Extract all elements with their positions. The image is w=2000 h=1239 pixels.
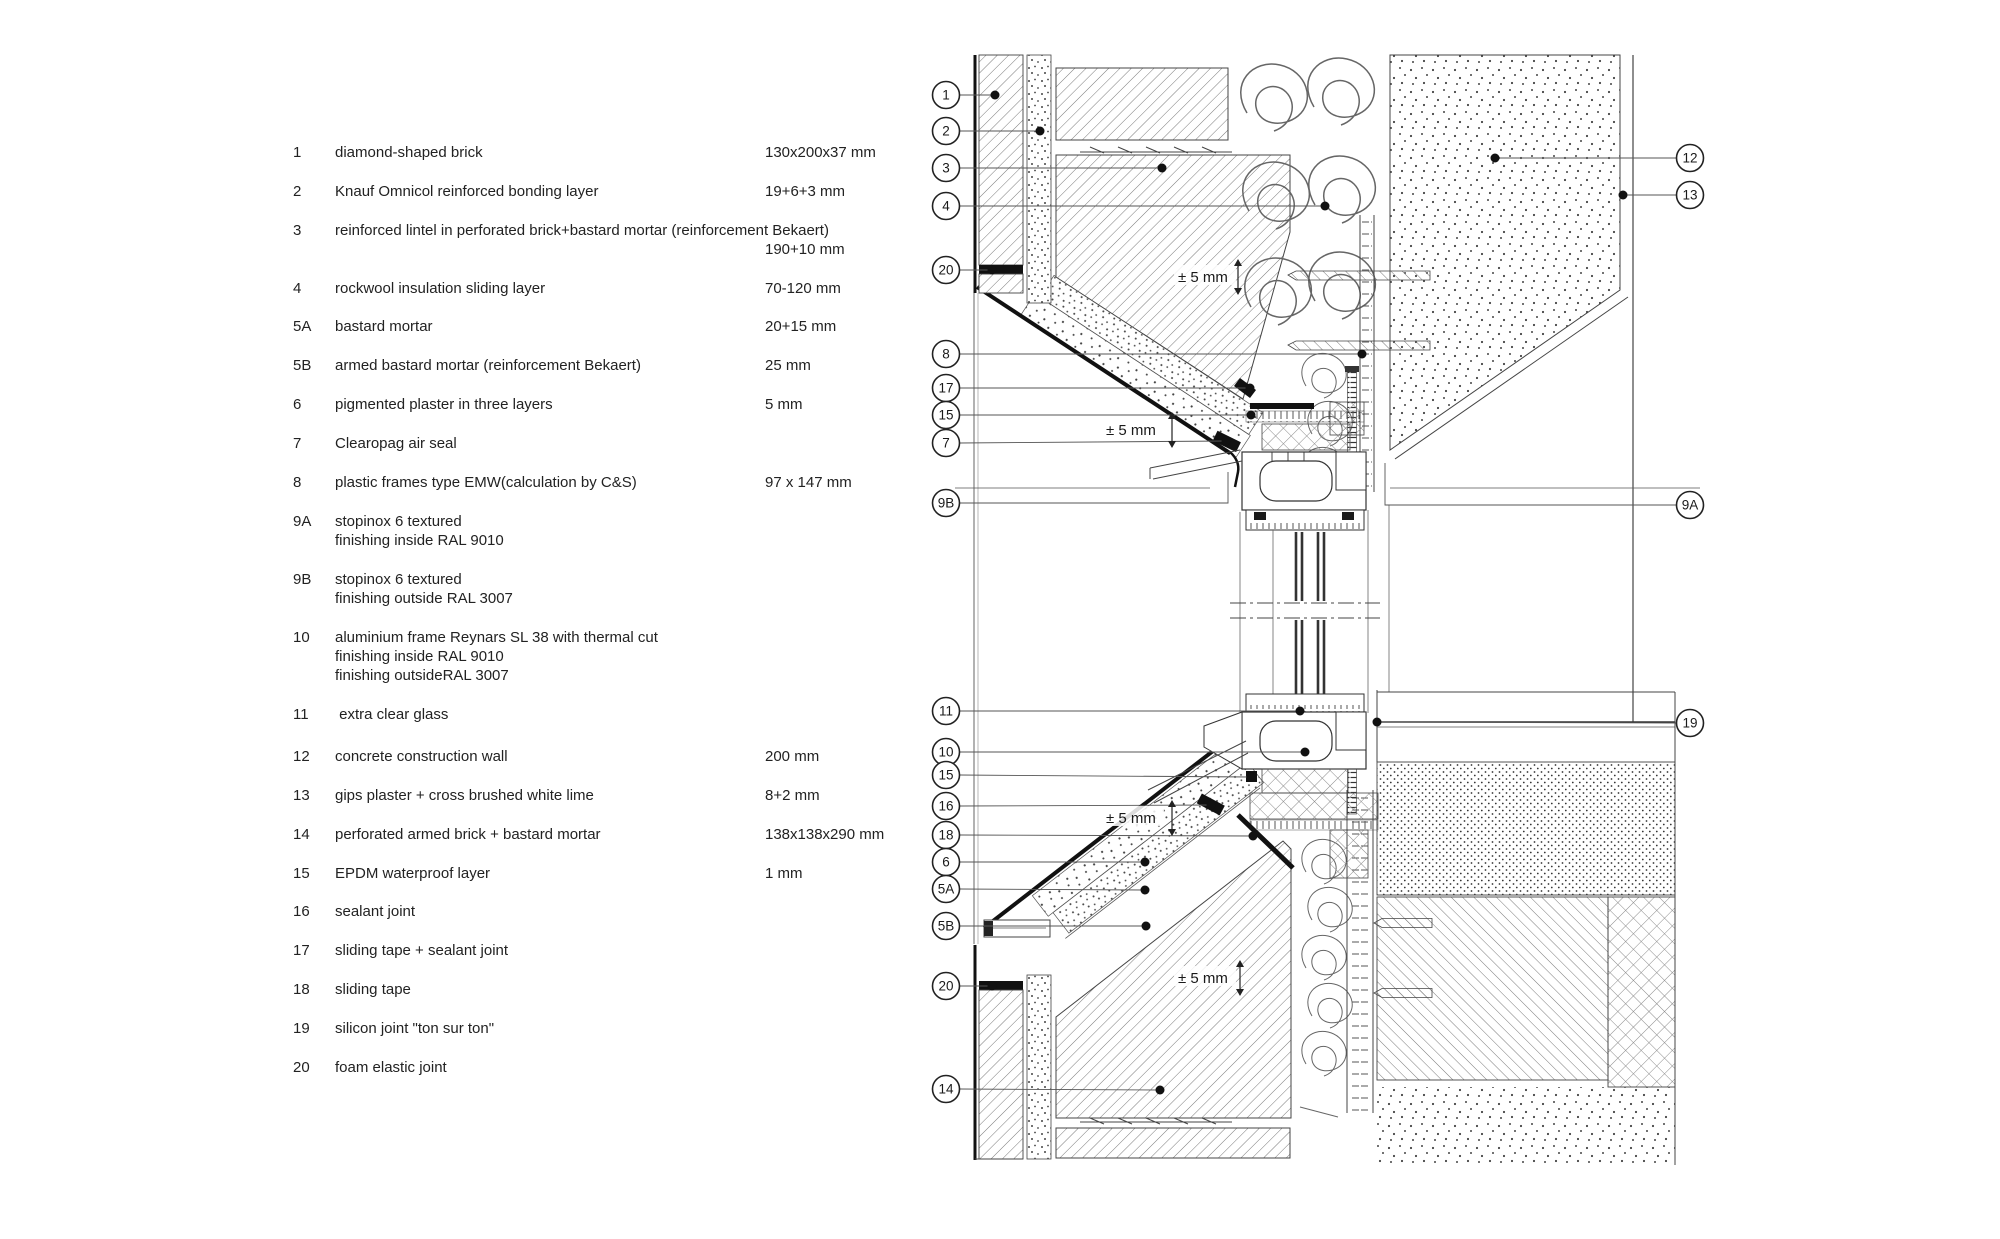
legend-item-text: silicon joint "ton sur ton" <box>335 1020 495 1037</box>
callout-number: 8 <box>942 346 950 362</box>
glazing-unit <box>1230 510 1380 713</box>
leader-dot <box>1249 832 1258 841</box>
concrete-wall <box>1390 55 1633 723</box>
legend-item-number: 8 <box>293 474 302 491</box>
leader-dot <box>1141 886 1150 895</box>
legend-item-text: foam elastic joint <box>335 1059 447 1076</box>
legend-item-dimension: 138x138x290 mm <box>765 826 885 843</box>
legend-item-text: finishing inside RAL 9010 <box>335 532 504 549</box>
legend-item-dimension: 130x200x37 mm <box>765 144 876 161</box>
leader-dot <box>991 91 1000 100</box>
callout-number: 3 <box>942 160 950 176</box>
leader-dot <box>1158 164 1167 173</box>
legend-item-text: finishing inside RAL 9010 <box>335 648 504 665</box>
legend-item-text: armed bastard mortar (reinforcement Bekaert) <box>335 357 641 374</box>
legend-item-dimension: 70-120 mm <box>765 280 841 297</box>
legend-item-text: sliding tape + sealant joint <box>335 942 509 959</box>
legend-item-text: concrete construction wall <box>335 748 508 765</box>
legend-item-number: 3 <box>293 222 302 239</box>
callout-number: 14 <box>938 1081 954 1097</box>
callout-number: 1 <box>942 87 950 103</box>
callout-number: 2 <box>942 123 950 139</box>
callout-number: 4 <box>942 198 950 214</box>
callout-13 <box>1619 182 1704 209</box>
callout-9B <box>933 472 1229 517</box>
legend-item-text: plastic frames type EMW(calculation by C&S) <box>335 474 637 491</box>
leader-dot <box>988 266 997 275</box>
legend-item-text: bastard mortar <box>335 318 433 335</box>
legend-item-number: 5A <box>293 318 312 335</box>
legend-item-number: 9A <box>293 513 312 530</box>
leader-dot <box>1247 411 1256 420</box>
rockwool-insulation-bottom <box>1300 839 1352 1117</box>
legend-item-text: aluminium frame Reynars SL 38 with thermal cut <box>335 629 658 646</box>
legend-item-text: finishing outsideRAL 3007 <box>335 667 509 684</box>
legend-item-dimension: 200 mm <box>765 748 820 765</box>
legend-item-number: 9B <box>293 571 312 588</box>
callout-number: 20 <box>938 262 954 278</box>
leader-dot <box>1358 350 1367 359</box>
callout-number: 5A <box>937 881 955 897</box>
callout-number: 5B <box>937 918 955 934</box>
leader-dot <box>1036 127 1045 136</box>
legend-item-text: reinforced lintel in perforated brick+bastard mortar (reinforcement Bekaert) <box>335 222 829 239</box>
callout-number: 13 <box>1682 187 1698 203</box>
legend-item-number: 1 <box>293 144 302 161</box>
legend-item-dimension: 20+15 mm <box>765 318 837 335</box>
legend-item-text: rockwool insulation sliding layer <box>335 280 546 297</box>
leader-dot <box>1141 858 1150 867</box>
callout-19 <box>1373 710 1704 737</box>
leader-dot <box>1321 202 1330 211</box>
legend-item-number: 2 <box>293 183 302 200</box>
legend-item-number: 13 <box>293 787 310 804</box>
legend-item-text: stopinox 6 textured <box>335 571 462 588</box>
tolerance-text: ± 5 mm <box>1178 269 1228 286</box>
facade-brick-bottom <box>975 920 1051 1160</box>
callout-7 <box>933 430 1231 457</box>
callout-number: 9A <box>1681 497 1699 513</box>
callout-number: 20 <box>938 978 954 994</box>
leader-dot <box>1247 773 1256 782</box>
callout-number: 9B <box>937 495 955 511</box>
leader-dot <box>1301 748 1310 757</box>
interior-floor-buildup <box>1374 690 1675 1165</box>
legend-item-text: gips plaster + cross brushed white lime <box>335 787 594 804</box>
legend-item-number: 14 <box>293 826 310 843</box>
legend-item-text: sealant joint <box>335 903 416 920</box>
callout-number: 15 <box>938 767 954 783</box>
tolerance-text: ± 5 mm <box>1178 970 1228 987</box>
leader-dot <box>988 982 997 991</box>
legend-item-number: 10 <box>293 629 310 646</box>
tolerance-text: ± 5 mm <box>1106 810 1156 827</box>
callout-number: 10 <box>938 744 954 760</box>
leader-dot <box>1296 707 1305 716</box>
callout-number: 18 <box>938 827 954 843</box>
leader-dot <box>1491 154 1500 163</box>
legend-item-dimension: 1 mm <box>765 865 803 882</box>
leader-dot <box>1373 718 1382 727</box>
legend-item-dimension: 19+6+3 mm <box>765 183 846 200</box>
callout-number: 16 <box>938 798 954 814</box>
callout-number: 19 <box>1682 715 1698 731</box>
legend-item-text: diamond-shaped brick <box>335 144 483 161</box>
legend-item-number: 16 <box>293 903 310 920</box>
legend-item-text: Clearopag air seal <box>335 435 457 452</box>
legend-item-text: extra clear glass <box>335 706 449 723</box>
legend-item-number: 17 <box>293 942 310 959</box>
legend-item-text: finishing outside RAL 3007 <box>335 590 513 607</box>
callout-number: 11 <box>938 703 954 719</box>
fixing-rail-bottom <box>1345 716 1373 1113</box>
legend-item-text: pigmented plaster in three layers <box>335 396 553 413</box>
leader-dot <box>1142 922 1151 931</box>
callout-9A <box>1385 463 1704 519</box>
leader-dot <box>1222 437 1231 446</box>
legend-item-dimension: 97 x 147 mm <box>765 474 852 491</box>
callout-number: 12 <box>1682 150 1698 166</box>
callout-number: 6 <box>942 854 950 870</box>
callout-number: 15 <box>938 407 954 423</box>
legend-item-number: 20 <box>293 1059 310 1076</box>
legend-item-number: 7 <box>293 435 302 452</box>
callout-number: 17 <box>938 380 954 396</box>
legend-item-number: 15 <box>293 865 310 882</box>
legend-item-number: 5B <box>293 357 312 374</box>
legend-item-dimension: 190+10 mm <box>765 241 845 258</box>
callout-number: 7 <box>942 435 950 451</box>
legend-item-text: stopinox 6 textured <box>335 513 462 530</box>
legend-item-text: sliding tape <box>335 981 411 998</box>
tolerance-annotation <box>1102 412 1176 448</box>
leader-dot <box>1246 384 1255 393</box>
facade-brick-top <box>975 55 1051 303</box>
legend-item-dimension: 25 mm <box>765 357 811 374</box>
legend-item-number: 19 <box>293 1020 310 1037</box>
legend-item-text: perforated armed brick + bastard mortar <box>335 826 601 843</box>
leader-dot <box>1156 1086 1165 1095</box>
legend-item-dimension: 8+2 mm <box>765 787 820 804</box>
leader-dot <box>1207 801 1216 810</box>
legend-item-number: 12 <box>293 748 310 765</box>
legend-item-number: 18 <box>293 981 310 998</box>
leader-dot <box>1619 191 1628 200</box>
tolerance-text: ± 5 mm <box>1106 422 1156 439</box>
legend-item-text: Knauf Omnicol reinforced bonding layer <box>335 183 599 200</box>
legend-item-number: 4 <box>293 280 302 297</box>
legend-item-dimension: 5 mm <box>765 396 803 413</box>
legend-item-number: 11 <box>293 706 309 723</box>
legend-item-text: EPDM waterproof layer <box>335 865 491 882</box>
legend-item-number: 6 <box>293 396 302 413</box>
